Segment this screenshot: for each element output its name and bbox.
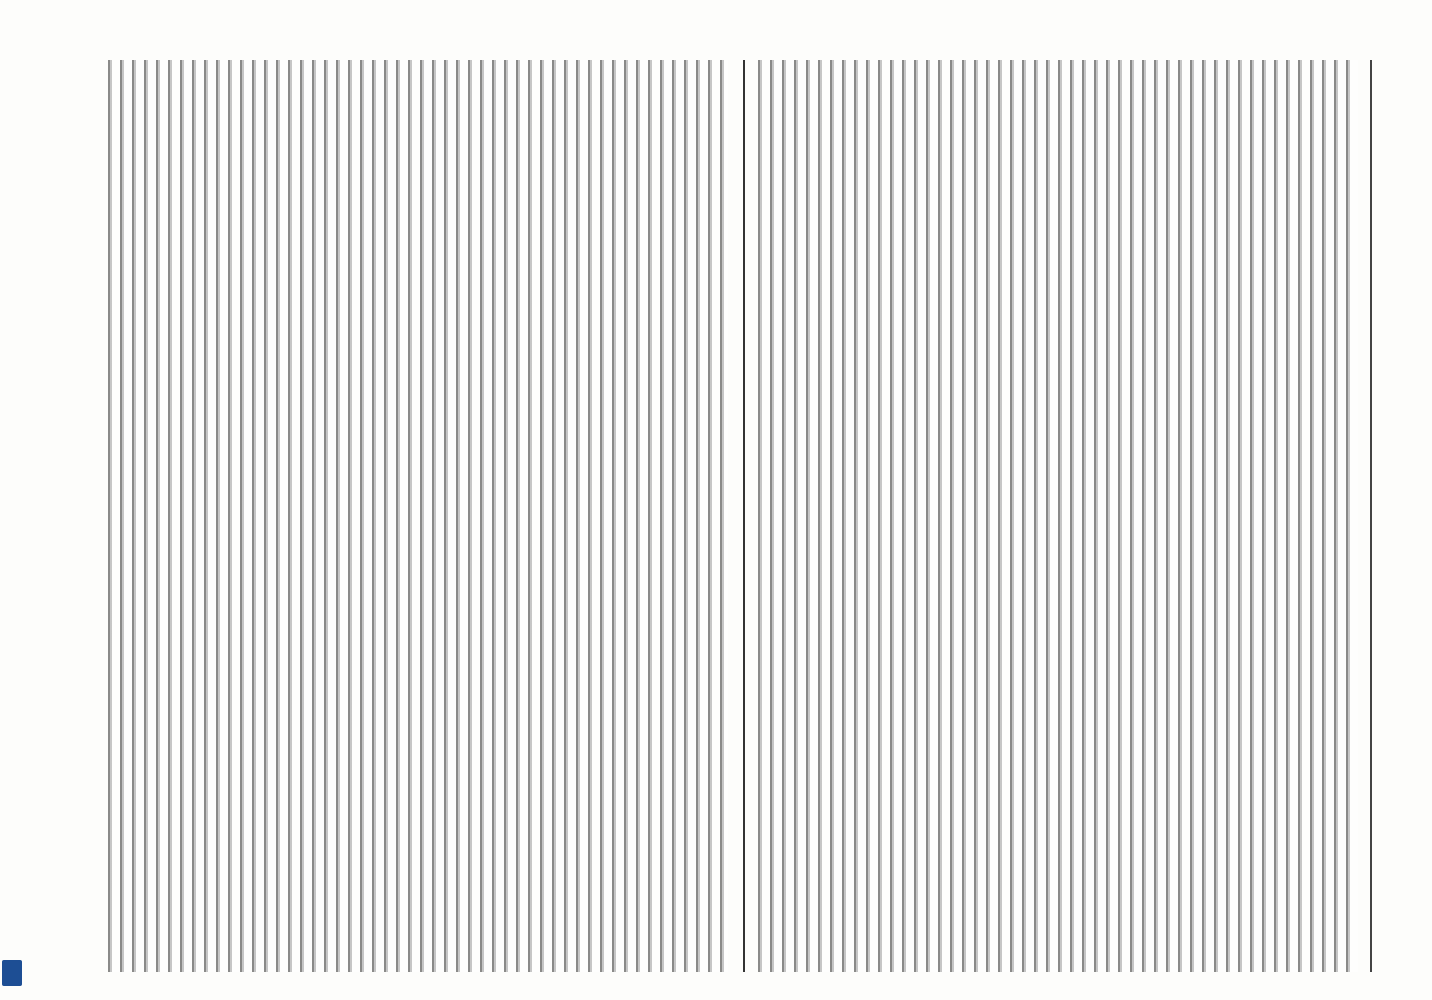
header-rule — [1370, 60, 1372, 972]
text-column-left — [108, 60, 728, 972]
digitization-credit — [0, 626, 24, 986]
dfg-logo — [2, 960, 22, 986]
page-content — [108, 60, 1406, 972]
column-divider — [743, 60, 745, 972]
text-column-right — [758, 60, 1358, 972]
